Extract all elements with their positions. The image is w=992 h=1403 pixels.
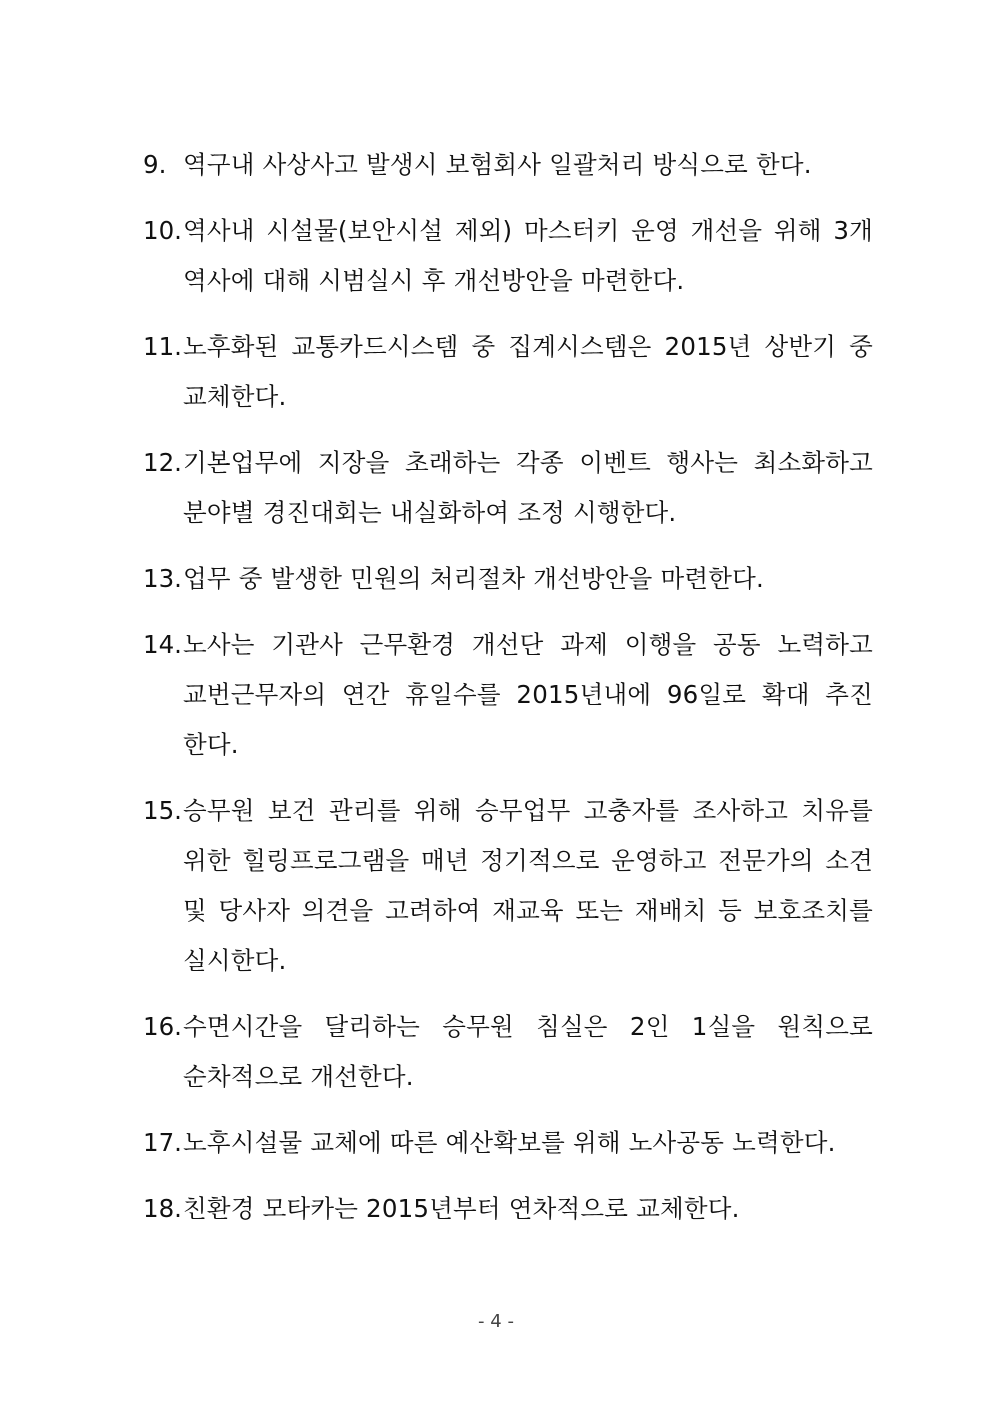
item-text: 노후시설물 교체에 따른 예산확보를 위해 노사공동 노력한다. [183, 1128, 836, 1157]
item-text: 친환경 모타카는 2015년부터 연차적으로 교체한다. [183, 1194, 740, 1223]
item-number: 15. [143, 796, 182, 825]
item-number: 11. [143, 332, 182, 361]
list-item [143, 140, 873, 190]
item-number: 14. [143, 630, 182, 659]
item-text: 업무 중 발생한 민원의 처리절차 개선방안을 마련한다. [183, 564, 764, 593]
item-number: 10. [143, 216, 182, 245]
item-number: 18. [143, 1194, 182, 1223]
list-item [143, 1118, 873, 1168]
item-number: 9. [143, 150, 167, 179]
agreement-list [143, 140, 873, 1234]
item-text: 역구내 사상사고 발생시 보험회사 일괄처리 방식으로 한다. [183, 150, 812, 179]
list-item [143, 206, 873, 306]
item-text: 역사내 시설물(보안시설 제외) 마스터키 운영 개선을 위해 3개 역사에 대해 시범실시 후 개선방안을 마련한다. [183, 216, 873, 295]
item-number: 17. [143, 1128, 182, 1157]
item-text: 수면시간을 달리하는 승무원 침실은 2인 1실을 원칙으로 순차적으로 개선한다. [183, 1012, 873, 1091]
list-item [143, 438, 873, 538]
list-item [143, 1002, 873, 1102]
list-item [143, 620, 873, 770]
list-item [143, 1184, 873, 1234]
item-number: 12. [143, 448, 182, 477]
item-text: 노후화된 교통카드시스템 중 집계시스템은 2015년 상반기 중 교체한다. [183, 332, 873, 411]
list-item [143, 786, 873, 986]
item-text: 기본업무에 지장을 초래하는 각종 이벤트 행사는 최소화하고 분야별 경진대회는 내실화하여 조정 시행한다. [183, 448, 873, 527]
item-text: 노사는 기관사 근무환경 개선단 과제 이행을 공동 노력하고 교번근무자의 연간 휴일수를 2015년내에 96일로 확대 추진 한다. [183, 630, 873, 759]
item-number: 13. [143, 564, 182, 593]
item-text: 승무원 보건 관리를 위해 승무업무 고충자를 조사하고 치유를 위한 힐링프로그램을 매년 정기적으로 운영하고 전문가의 소견 및 당사자 의견을 고려하여 재교육 또는 재배치 등 보호조치를 실시한다. [183, 796, 873, 975]
list-item [143, 554, 873, 604]
item-number: 16. [143, 1012, 182, 1041]
list-item [143, 322, 873, 422]
page-number: - 4 - [478, 1311, 514, 1332]
